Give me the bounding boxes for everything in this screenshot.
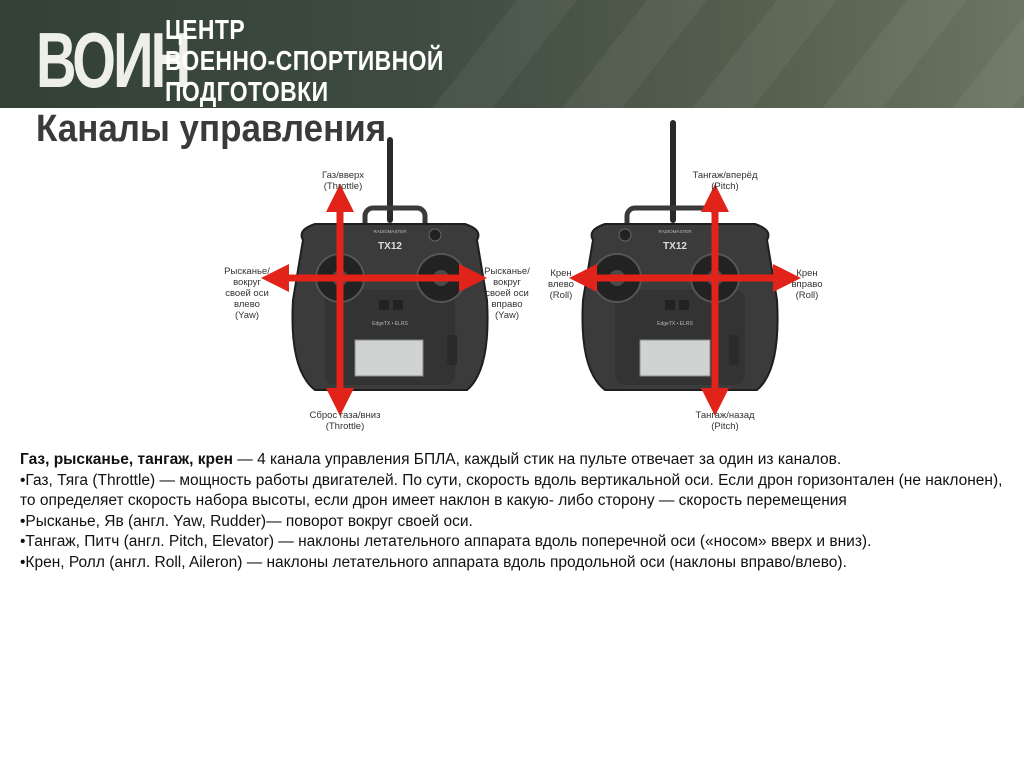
intro-rest: — 4 канала управления БПЛА, каждый стик на пульте отвечает за один из каналов.	[233, 451, 842, 468]
roll-paragraph: •Крен, Ролл (англ. Roll, Aileron) — наклоны летательного аппарата вдоль продольной оси (наклоны вправо/влево).	[20, 553, 847, 571]
throttle-up-label: Газ/вверх (Throttle)	[322, 170, 364, 192]
org-line-3: ПОДГОТОВКИ	[165, 76, 329, 107]
throttle-down-label: Сброс газа/вниз (Throttle)	[309, 410, 381, 432]
intro-paragraph	[20, 450, 1020, 471]
left-subbrand-label: EdgeTX • ELRS	[372, 321, 408, 327]
right-model-label: TX12	[663, 241, 687, 252]
yaw-left-label: Рысканье/ вокруг своей оси влево (Yaw)	[224, 266, 270, 321]
right-brand-label: RADIOMASTER	[658, 229, 692, 234]
pitch-forward-label: Тангаж/вперёд (Pitch)	[692, 170, 758, 192]
organization-name	[165, 14, 444, 107]
org-line-1: ЦЕНТР	[165, 14, 246, 45]
right-controller	[582, 123, 777, 390]
left-brand-label: RADIOMASTER	[373, 229, 407, 234]
description-text	[20, 450, 1020, 574]
left-model-label: TX12	[378, 241, 402, 252]
right-subbrand-label: EdgeTX • ELRS	[657, 321, 693, 327]
header-banner	[0, 0, 1024, 108]
yaw-paragraph: •Рысканье, Яв (англ. Yaw, Rudder)— поворот вокруг своей оси.	[20, 512, 473, 530]
page-title: Каналы управления	[36, 108, 387, 150]
controllers-figure	[215, 120, 823, 440]
roll-left-label: Крен влево (Roll)	[548, 268, 574, 301]
pitch-paragraph: •Тангаж, Питч (англ. Pitch, Elevator) — наклоны летательного аппарата вдоль поперечной оси («носом» вверх и вниз).	[20, 533, 872, 551]
logo-mark: ВОИН	[36, 16, 189, 104]
org-line-2: ВОЕННО-СПОРТИВНОЙ	[165, 45, 444, 76]
intro-bold: Газ, рысканье, тангаж, крен	[20, 451, 233, 468]
yaw-right-label: Рысканье/ вокруг своей оси вправо (Yaw)	[484, 266, 530, 321]
pitch-back-label: Тангаж/назад (Pitch)	[695, 410, 755, 432]
throttle-paragraph: •Газ, Тяга (Throttle) — мощность работы двигателей. По сути, скорость вдоль вертикальной оси. Если дрон горизонтален (не наклонен), то определяет скорость набора высоты, если дрон имеет наклон в какую- либо сторону — скорость перемещения	[20, 471, 1003, 510]
roll-right-label: Крен вправо (Roll)	[791, 268, 823, 301]
